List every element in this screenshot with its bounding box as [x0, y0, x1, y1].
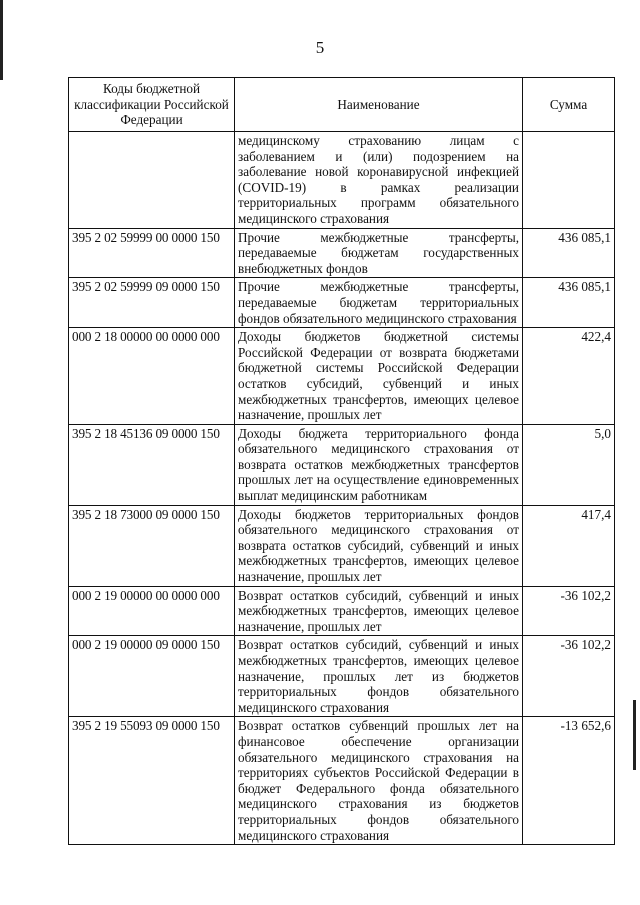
row-sum: 422,4: [523, 328, 615, 425]
row-sum: 436 085,1: [523, 278, 615, 328]
page-number: 5: [315, 38, 325, 57]
row-name: Доходы бюджетов бюджетной системы Российской Федерации от возврата бюджетами бюджетной системы Российской Федерации остатков субсидий, субвенций и иных межбюджетных трансфертов, имеющих целевое назначение, прошлых лет: [235, 328, 523, 425]
row-name: Возврат остатков субсидий, субвенций и иных межбюджетных трансфертов, имеющих целевое назначение, прошлых лет: [235, 586, 523, 636]
row-name: Возврат остатков субсидий, субвенций и иных межбюджетных трансфертов, имеющих целевое назначение, прошлых лет из бюджетов территориальных фондов обязательного медицинского страхования: [235, 636, 523, 717]
row-sum: -13 652,6: [523, 717, 615, 845]
row-sum: 5,0: [523, 424, 615, 505]
table-row: [69, 278, 615, 328]
header-code: Коды бюджетной классификации Российской Федерации: [69, 78, 235, 132]
table-row: [69, 228, 615, 278]
table-row: [69, 328, 615, 425]
row-code: 395 2 19 55093 09 0000 150: [69, 717, 235, 845]
table-row: [69, 424, 615, 505]
header-name: Наименование: [235, 78, 523, 132]
budget-revenue-table: [68, 77, 615, 845]
row-code: 000 2 19 00000 09 0000 150: [69, 636, 235, 717]
row-name: Доходы бюджета территориального фонда обязательного медицинского страхования от возврата остатков межбюджетных трансфертов прошлых лет на осуществление единовременных выплат медицинским работникам: [235, 424, 523, 505]
table-row: [69, 505, 615, 586]
row-code: [69, 132, 235, 229]
row-code: 000 2 19 00000 00 0000 000: [69, 586, 235, 636]
row-code: 000 2 18 00000 00 0000 000: [69, 328, 235, 425]
scan-edge-mark-right: [633, 700, 636, 770]
row-sum: 417,4: [523, 505, 615, 586]
table-header-row: [69, 78, 615, 132]
row-name: Доходы бюджетов территориальных фондов обязательного медицинского страхования от возврата остатков субсидий, субвенций и иных межбюджетных трансфертов, имеющих целевое назначение, прошлых лет: [235, 505, 523, 586]
row-code: 395 2 02 59999 00 0000 150: [69, 228, 235, 278]
header-sum: Сумма: [523, 78, 615, 132]
row-code: 395 2 18 73000 09 0000 150: [69, 505, 235, 586]
row-sum: -36 102,2: [523, 636, 615, 717]
table-row: [69, 586, 615, 636]
row-name: Возврат остатков субвенций прошлых лет на финансовое обеспечение организации обязательного медицинского страхования на территориях субъектов Российской Федерации в бюджет Федерального фонда обязательного медицинского страхования из бюджетов территориальных фондов обязательного медицинского страхования: [235, 717, 523, 845]
table-row: [69, 636, 615, 717]
row-name: Прочие межбюджетные трансферты, передаваемые бюджетам государственных внебюджетных фондов: [235, 228, 523, 278]
row-code: 395 2 18 45136 09 0000 150: [69, 424, 235, 505]
row-name: Прочие межбюджетные трансферты, передаваемые бюджетам территориальных фондов обязательного медицинского страхования: [235, 278, 523, 328]
table-row: [69, 132, 615, 229]
row-name: медицинскому страхованию лицам с заболеванием и (или) подозрением на заболевание новой коронавирусной инфекцией (COVID-19) в рамках реализации территориальных программ обязательного медицинского страхования: [235, 132, 523, 229]
row-code: 395 2 02 59999 09 0000 150: [69, 278, 235, 328]
row-sum: 436 085,1: [523, 228, 615, 278]
row-sum: -36 102,2: [523, 586, 615, 636]
row-sum: [523, 132, 615, 229]
table-row: [69, 717, 615, 845]
